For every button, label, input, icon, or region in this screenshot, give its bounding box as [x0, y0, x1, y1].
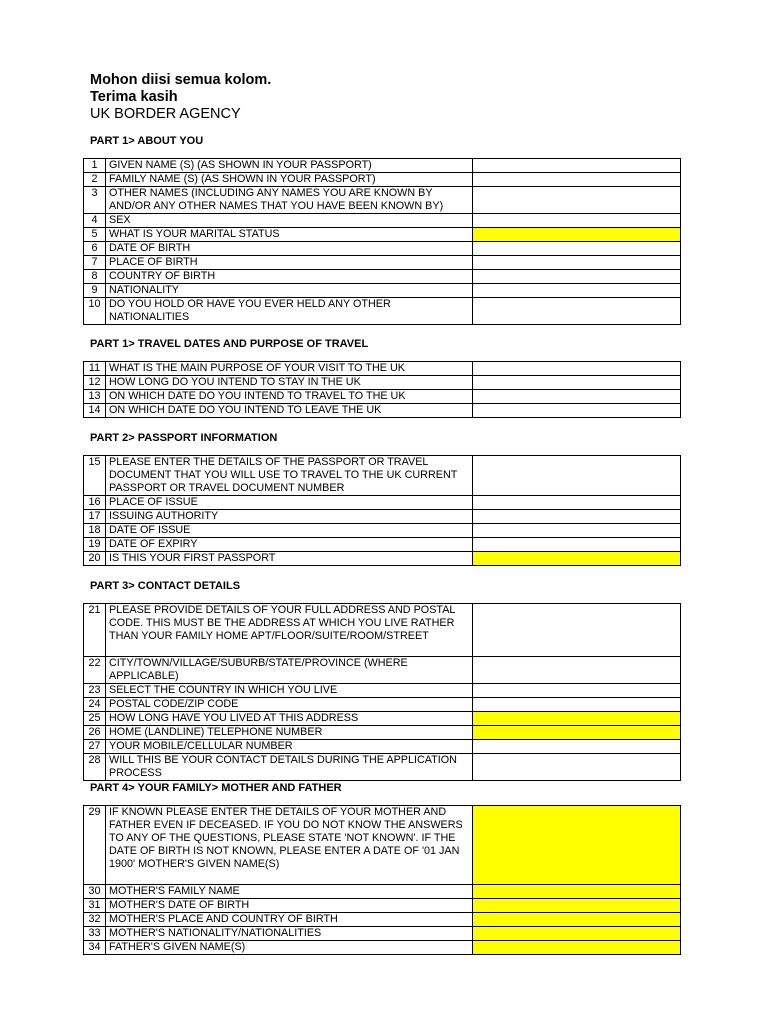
section-title: PART 2> PASSPORT INFORMATION	[90, 432, 278, 444]
table-row	[84, 538, 681, 552]
question-number: 18	[84, 524, 106, 538]
question-text: DATE OF ISSUE	[106, 524, 473, 538]
answer-field[interactable]	[473, 806, 681, 885]
question-number: 27	[84, 740, 106, 754]
answer-field[interactable]	[473, 712, 681, 726]
answer-field[interactable]	[473, 510, 681, 524]
question-number: 10	[84, 298, 106, 325]
table-row	[84, 173, 681, 187]
question-number: 25	[84, 712, 106, 726]
answer-field[interactable]	[473, 187, 681, 214]
table-row	[84, 941, 681, 955]
answer-field[interactable]	[473, 524, 681, 538]
form-sections	[90, 135, 690, 955]
table-row	[84, 806, 681, 885]
question-number: 19	[84, 538, 106, 552]
answer-field[interactable]	[473, 941, 681, 955]
question-text: POSTAL CODE/ZIP CODE	[106, 698, 473, 712]
question-text: ISSUING AUTHORITY	[106, 510, 473, 524]
question-number: 11	[84, 362, 106, 376]
table-row	[84, 496, 681, 510]
question-text: CITY/TOWN/VILLAGE/SUBURB/STATE/PROVINCE (WHERE APPLICABLE)	[106, 657, 473, 684]
header-line-2: Terima kasih	[90, 89, 178, 105]
table-row	[84, 885, 681, 899]
question-text: PLACE OF ISSUE	[106, 496, 473, 510]
question-text: HOW LONG DO YOU INTEND TO STAY IN THE UK	[106, 376, 473, 390]
question-number: 9	[84, 284, 106, 298]
question-number: 5	[84, 228, 106, 242]
question-number: 26	[84, 726, 106, 740]
answer-field[interactable]	[473, 885, 681, 899]
question-text: PLEASE ENTER THE DETAILS OF THE PASSPORT OR TRAVEL DOCUMENT THAT YOU WILL USE TO TRAVEL TO THE UK CURRENT PASSPORT OR TRAVEL DOCUMENT NUMBER	[106, 456, 473, 496]
answer-field[interactable]	[473, 173, 681, 187]
question-text: DATE OF BIRTH	[106, 242, 473, 256]
answer-field[interactable]	[473, 754, 681, 781]
section-title: PART 1> ABOUT YOU	[90, 135, 204, 147]
question-text: ON WHICH DATE DO YOU INTEND TO LEAVE THE UK	[106, 404, 473, 418]
table-row	[84, 927, 681, 941]
section-title: PART 1> TRAVEL DATES AND PURPOSE OF TRAVEL	[90, 338, 369, 350]
section-table	[83, 361, 681, 418]
answer-field[interactable]	[473, 390, 681, 404]
question-number: 31	[84, 899, 106, 913]
answer-field[interactable]	[473, 362, 681, 376]
question-text: MOTHER'S NATIONALITY/NATIONALITIES	[106, 927, 473, 941]
table-row	[84, 159, 681, 173]
answer-field[interactable]	[473, 256, 681, 270]
answer-field[interactable]	[473, 684, 681, 698]
question-number: 30	[84, 885, 106, 899]
question-text: YOUR MOBILE/CELLULAR NUMBER	[106, 740, 473, 754]
question-number: 32	[84, 913, 106, 927]
section-title: PART 4> YOUR FAMILY> MOTHER AND FATHER	[90, 782, 342, 794]
answer-field[interactable]	[473, 214, 681, 228]
question-number: 1	[84, 159, 106, 173]
question-text: MOTHER'S FAMILY NAME	[106, 885, 473, 899]
question-number: 22	[84, 657, 106, 684]
form-page	[90, 72, 690, 955]
table-row	[84, 456, 681, 496]
table-row	[84, 698, 681, 712]
answer-field[interactable]	[473, 376, 681, 390]
question-number: 29	[84, 806, 106, 885]
question-number: 2	[84, 173, 106, 187]
section-table	[83, 455, 681, 566]
table-row	[84, 684, 681, 698]
question-number: 12	[84, 376, 106, 390]
question-number: 17	[84, 510, 106, 524]
document-header	[90, 72, 690, 123]
question-text: MOTHER'S PLACE AND COUNTRY OF BIRTH	[106, 913, 473, 927]
question-number: 33	[84, 927, 106, 941]
table-row	[84, 657, 681, 684]
table-row	[84, 404, 681, 418]
table-row	[84, 726, 681, 740]
question-number: 6	[84, 242, 106, 256]
question-number: 8	[84, 270, 106, 284]
question-text: NATIONALITY	[106, 284, 473, 298]
table-row	[84, 362, 681, 376]
table-row	[84, 298, 681, 325]
question-number: 24	[84, 698, 106, 712]
answer-field[interactable]	[473, 270, 681, 284]
answer-field[interactable]	[473, 404, 681, 418]
question-number: 20	[84, 552, 106, 566]
answer-field[interactable]	[473, 913, 681, 927]
question-text: FAMILY NAME (S) (AS SHOWN IN YOUR PASSPORT)	[106, 173, 473, 187]
question-number: 4	[84, 214, 106, 228]
answer-field[interactable]	[473, 456, 681, 496]
question-text: GIVEN NAME (S) (AS SHOWN IN YOUR PASSPORT)	[106, 159, 473, 173]
question-text: DO YOU HOLD OR HAVE YOU EVER HELD ANY OTHER NATIONALITIES	[106, 298, 473, 325]
question-text: WILL THIS BE YOUR CONTACT DETAILS DURING THE APPLICATION PROCESS	[106, 754, 473, 781]
question-text: PLEASE PROVIDE DETAILS OF YOUR FULL ADDRESS AND POSTAL CODE. THIS MUST BE THE ADDRESS AT WHICH YOU LIVE RATHER THAN YOUR FAMILY HOME APT/FLOOR/SUITE/ROOM/STREET	[106, 604, 473, 657]
table-row	[84, 604, 681, 657]
table-row	[84, 712, 681, 726]
table-row	[84, 552, 681, 566]
table-row	[84, 270, 681, 284]
section-title: PART 3> CONTACT DETAILS	[90, 580, 241, 592]
answer-field[interactable]	[473, 298, 681, 325]
question-number: 7	[84, 256, 106, 270]
question-text: DATE OF EXPIRY	[106, 538, 473, 552]
question-number: 21	[84, 604, 106, 657]
table-row	[84, 390, 681, 404]
answer-field[interactable]	[473, 284, 681, 298]
table-row	[84, 284, 681, 298]
table-row	[84, 187, 681, 214]
question-number: 23	[84, 684, 106, 698]
question-number: 14	[84, 404, 106, 418]
question-text: HOME (LANDLINE) TELEPHONE NUMBER	[106, 726, 473, 740]
question-number: 13	[84, 390, 106, 404]
question-text: HOW LONG HAVE YOU LIVED AT THIS ADDRESS	[106, 712, 473, 726]
table-row	[84, 899, 681, 913]
answer-field[interactable]	[473, 228, 681, 242]
header-line-3: UK BORDER AGENCY	[90, 106, 241, 122]
section-table	[83, 158, 681, 325]
table-row	[84, 740, 681, 754]
table-row	[84, 242, 681, 256]
table-row	[84, 510, 681, 524]
section-table	[83, 603, 681, 781]
question-text: MOTHER'S DATE OF BIRTH	[106, 899, 473, 913]
answer-field[interactable]	[473, 496, 681, 510]
question-number: 15	[84, 456, 106, 496]
table-row	[84, 228, 681, 242]
answer-field[interactable]	[473, 159, 681, 173]
answer-field[interactable]	[473, 698, 681, 712]
table-row	[84, 376, 681, 390]
answer-field[interactable]	[473, 927, 681, 941]
answer-field[interactable]	[473, 552, 681, 566]
question-number: 3	[84, 187, 106, 214]
section-table	[83, 805, 681, 955]
question-text: IS THIS YOUR FIRST PASSPORT	[106, 552, 473, 566]
question-text: WHAT IS YOUR MARITAL STATUS	[106, 228, 473, 242]
answer-field[interactable]	[473, 538, 681, 552]
question-text: SEX	[106, 214, 473, 228]
question-text: IF KNOWN PLEASE ENTER THE DETAILS OF YOUR MOTHER AND FATHER EVEN IF DECEASED. IF YOU DO NOT KNOW THE ANSWERS TO ANY OF THE QUESTIONS, PLEASE STATE 'NOT KNOWN'. IF THE DATE OF BIRTH IS NOT KNOWN, PLEASE ENTER A DATE OF '01 JAN 1900' MOTHER'S GIVEN NAME(S)	[106, 806, 473, 885]
header-line-1: Mohon diisi semua kolom.	[90, 72, 272, 88]
table-row	[84, 214, 681, 228]
question-number: 34	[84, 941, 106, 955]
answer-field[interactable]	[473, 657, 681, 684]
table-row	[84, 524, 681, 538]
question-number: 16	[84, 496, 106, 510]
answer-field[interactable]	[473, 242, 681, 256]
question-number: 28	[84, 754, 106, 781]
table-row	[84, 754, 681, 781]
question-text: PLACE OF BIRTH	[106, 256, 473, 270]
answer-field[interactable]	[473, 726, 681, 740]
table-row	[84, 913, 681, 927]
table-row	[84, 256, 681, 270]
question-text: COUNTRY OF BIRTH	[106, 270, 473, 284]
question-text: ON WHICH DATE DO YOU INTEND TO TRAVEL TO THE UK	[106, 390, 473, 404]
question-text: SELECT THE COUNTRY IN WHICH YOU LIVE	[106, 684, 473, 698]
question-text: FATHER'S GIVEN NAME(S)	[106, 941, 473, 955]
answer-field[interactable]	[473, 740, 681, 754]
question-text: WHAT IS THE MAIN PURPOSE OF YOUR VISIT TO THE UK	[106, 362, 473, 376]
question-text: OTHER NAMES (INCLUDING ANY NAMES YOU ARE KNOWN BY AND/OR ANY OTHER NAMES THAT YOU HAVE BEEN KNOWN BY)	[106, 187, 473, 214]
answer-field[interactable]	[473, 899, 681, 913]
answer-field[interactable]	[473, 604, 681, 657]
